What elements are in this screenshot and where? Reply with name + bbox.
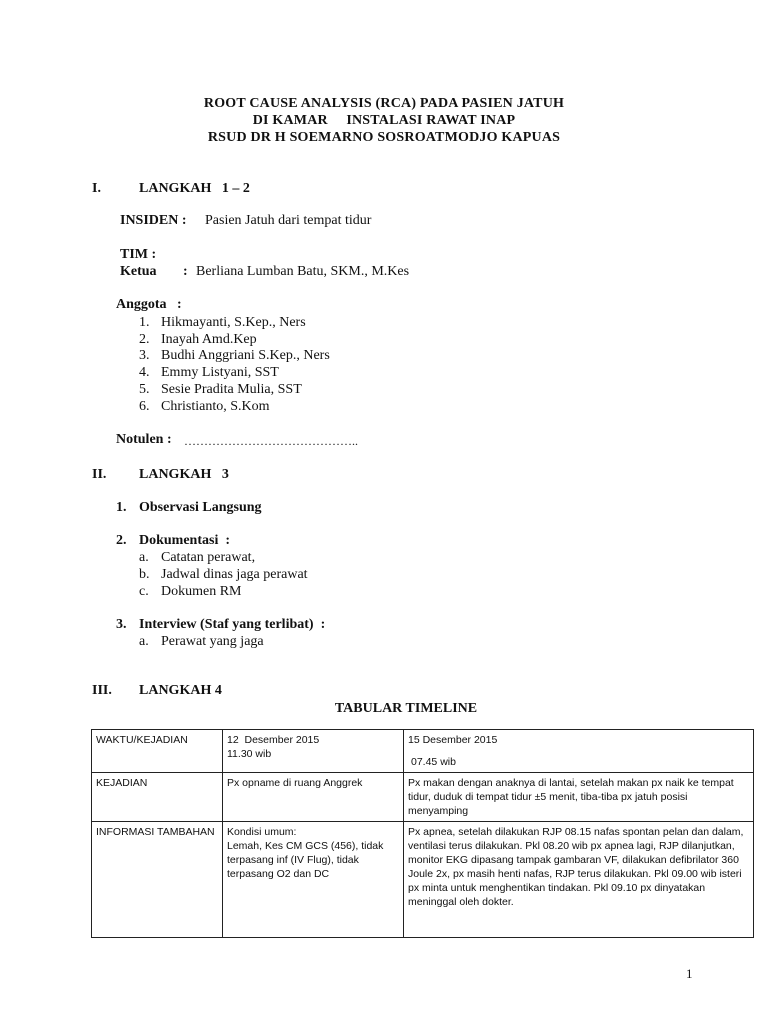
- table-cell: [404, 730, 754, 773]
- item-1-number: 1.: [116, 500, 127, 515]
- list-item-number: 4.: [139, 365, 150, 380]
- list-item: Budhi Anggriani S.Kep., Ners: [161, 348, 330, 363]
- list-item: Hikmayanti, S.Kep., Ners: [161, 315, 306, 330]
- cell-line: 11.30 wib: [227, 748, 272, 760]
- list-item-letter: a.: [139, 550, 149, 565]
- list-item-number: 6.: [139, 399, 150, 414]
- table-row: [92, 773, 754, 822]
- section-1-numeral: I.: [92, 181, 101, 196]
- insiden-value: Pasien Jatuh dari tempat tidur: [205, 213, 372, 228]
- cell-line: Kondisi umum:: [227, 826, 297, 838]
- list-item-letter: b.: [139, 567, 150, 582]
- list-item: Emmy Listyani, SST: [161, 365, 279, 380]
- table-cell-label: INFORMASI TAMBAHAN: [92, 822, 223, 938]
- list-item-letter: a.: [139, 634, 149, 649]
- item-3-number: 3.: [116, 617, 127, 632]
- doc-title-line-1: ROOT CAUSE ANALYSIS (RCA) PADA PASIEN JATUH: [203, 96, 565, 111]
- observasi-heading: Observasi Langsung: [139, 500, 262, 515]
- table-row: [92, 730, 754, 773]
- cell-line: 12 Desember 2015: [227, 734, 320, 746]
- table-cell: [223, 822, 404, 938]
- list-item-number: 2.: [139, 332, 150, 347]
- cell-line: 15 Desember 2015: [408, 734, 498, 746]
- table-cell: Px opname di ruang Anggrek: [223, 773, 404, 822]
- section-1-title: LANGKAH 1 – 2: [139, 181, 250, 196]
- list-item: Sesie Pradita Mulia, SST: [161, 382, 302, 397]
- interview-heading: Interview (Staf yang terlibat) :: [139, 617, 326, 632]
- doc-title-line-3: RSUD DR H SOEMARNO SOSROATMODJO KAPUAS: [207, 130, 561, 145]
- table-cell-label: WAKTU/KEJADIAN: [92, 730, 223, 773]
- section-2-numeral: II.: [92, 467, 107, 482]
- cell-line: Lemah, Kes CM GCS (456), tidak terpasang inf (IV Flug), tidak terpasang O2 dan DC: [227, 840, 384, 880]
- section-3-numeral: III.: [92, 683, 112, 698]
- list-item-number: 1.: [139, 315, 150, 330]
- doc-title-line-2: DI KAMAR INSTALASI RAWAT INAP: [252, 113, 516, 128]
- list-item: Perawat yang jaga: [161, 634, 264, 649]
- notulen-label: Notulen :: [116, 432, 172, 447]
- page-number: 1: [686, 966, 693, 981]
- table-row: [92, 822, 754, 938]
- list-item-number: 3.: [139, 348, 150, 363]
- anggota-label: Anggota :: [116, 297, 182, 312]
- cell-line: 07.45 wib: [411, 756, 456, 768]
- list-item-letter: c.: [139, 584, 149, 599]
- ketua-value: Berliana Lumban Batu, SKM., M.Kes: [196, 264, 410, 279]
- list-item: Inayah Amd.Kep: [161, 332, 257, 347]
- dokumentasi-heading: Dokumentasi :: [139, 533, 231, 548]
- list-item: Jadwal dinas jaga perawat: [161, 567, 308, 582]
- insiden-label: INSIDEN :: [120, 213, 187, 228]
- item-2-number: 2.: [116, 533, 127, 548]
- list-item-number: 5.: [139, 382, 150, 397]
- table-cell: Px apnea, setelah dilakukan RJP 08.15 nafas spontan pelan dan dalam, ventilasi terus dilakukan. Pkl 08.20 wib px apnea lagi, RJP dilanjutkan, monitor EKG dipasang tampak gambaran VF, dilakukan defibrilator 360 Joule 2x, px masih henti nafas, RJP terus dilakukan. Pkl 09.00 wib isteri px minta untuk menghentikan tindakan. Pkl 09.10 px dinyatakan meninggal oleh dokter.: [404, 822, 754, 938]
- timeline-table: [91, 729, 754, 938]
- notulen-value: ……………………………………..: [184, 434, 358, 448]
- table-cell-label: KEJADIAN: [92, 773, 223, 822]
- list-item: Dokumen RM: [161, 584, 242, 599]
- table-cell: [223, 730, 404, 773]
- tim-label: TIM :: [120, 247, 157, 262]
- table-title: TABULAR TIMELINE: [334, 701, 478, 716]
- ketua-colon: :: [183, 264, 188, 279]
- section-2-title: LANGKAH 3: [139, 467, 229, 482]
- section-3-title: LANGKAH 4: [139, 683, 222, 698]
- list-item: Christianto, S.Kom: [161, 399, 270, 414]
- table-cell: Px makan dengan anaknya di lantai, setelah makan px naik ke tempat tidur, duduk di tempat tidur ±5 menit, tiba-tiba px jatuh posisi menyamping: [404, 773, 754, 822]
- list-item: Catatan perawat,: [161, 550, 256, 565]
- ketua-label: Ketua: [120, 264, 157, 279]
